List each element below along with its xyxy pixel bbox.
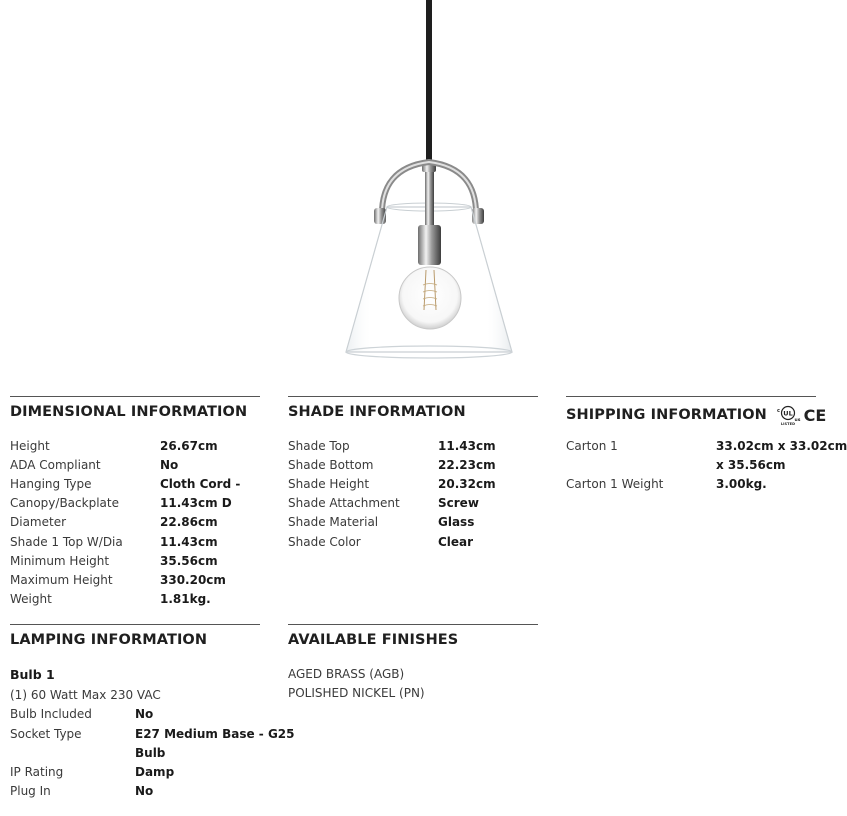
spec-label-shade-height: Shade Height (288, 477, 370, 491)
spec-label-plug-in: Plug In (10, 784, 51, 798)
section-divider (288, 624, 538, 625)
bulb-heading: Bulb 1 (10, 667, 55, 682)
spec-label-diameter: Diameter (10, 515, 67, 529)
spec-value-shade-top: 11.43cm (438, 439, 496, 453)
section-divider (288, 396, 538, 397)
spec-label-ip-rating: IP Rating (10, 765, 64, 779)
spec-value-socket-type-cont: Bulb (135, 746, 166, 760)
spec-value-shade-color: Clear (438, 535, 474, 549)
spec-label-height: Height (10, 439, 50, 453)
ul-us-text: us (794, 418, 801, 423)
bulb-description: (1) 60 Watt Max 230 VAC (10, 688, 161, 702)
spec-value-shade-material: Glass (438, 515, 475, 529)
section-title: LAMPING INFORMATION (10, 632, 208, 648)
spec-label-shade-bottom: Shade Bottom (288, 458, 374, 472)
spec-value-hanging-type: Cloth Cord - (160, 477, 241, 491)
spec-value-ip-rating: Damp (135, 765, 175, 779)
spec-label-minimum-height: Minimum Height (10, 554, 110, 568)
spec-value-shade-attachment: Screw (438, 496, 479, 510)
section-divider (10, 396, 260, 397)
certification-icons (775, 404, 827, 426)
spec-label-socket-type: Socket Type (10, 727, 82, 741)
ul-listed-text: LISTED (780, 422, 796, 426)
spec-value-shade-height: 20.32cm (438, 477, 496, 491)
ul-listed-icon (775, 404, 801, 426)
spec-label-shade-material: Shade Material (288, 515, 379, 529)
ul-c-text: c (776, 408, 780, 414)
section-divider (566, 396, 816, 397)
section-title: AVAILABLE FINISHES (288, 632, 459, 648)
spec-label-maximum-height: Maximum Height (10, 573, 113, 587)
shade-information-section (288, 396, 538, 420)
spec-value-plug-in: No (135, 784, 154, 798)
lamping-information-section (10, 624, 260, 648)
spec-value-carton-1-weight: 3.00kg. (716, 477, 767, 491)
spec-label-shade-top-width: Shade 1 Top W/Dia (10, 535, 123, 549)
spec-value-carton-1: 33.02cm x 33.02cm (716, 439, 847, 453)
ce-mark-icon (803, 406, 827, 424)
spec-label-hanging-type: Hanging Type (10, 477, 92, 491)
spec-value-weight: 1.81kg. (160, 592, 211, 606)
spec-label-carton-1-weight: Carton 1 Weight (566, 477, 664, 491)
spec-label-canopy-backplate: Canopy/Backplate (10, 496, 119, 510)
available-finishes-section (288, 624, 538, 648)
finish-item-aged-brass: AGED BRASS (AGB) (288, 667, 405, 681)
section-divider (10, 624, 260, 625)
ul-mark-text: UL (783, 409, 793, 418)
spec-value-bulb-included: No (135, 707, 154, 721)
section-title: SHIPPING INFORMATION (566, 407, 767, 423)
spec-value-shade-top-width: 11.43cm (160, 535, 218, 549)
shipping-information-section (566, 396, 827, 426)
spec-value-shade-bottom: 22.23cm (438, 458, 496, 472)
spec-value-canopy-backplate: 11.43cm D (160, 496, 232, 510)
spec-label-carton-1: Carton 1 (566, 439, 618, 453)
section-title: DIMENSIONAL INFORMATION (10, 404, 248, 420)
spec-label-shade-color: Shade Color (288, 535, 361, 549)
spec-value-socket-type: E27 Medium Base - G25 (135, 727, 295, 741)
spec-label-bulb-included: Bulb Included (10, 707, 92, 721)
section-title-row (566, 404, 827, 426)
spec-label-ada-compliant: ADA Compliant (10, 458, 101, 472)
spec-value-ada-compliant: No (160, 458, 179, 472)
spec-label-weight: Weight (10, 592, 52, 606)
spec-value-diameter: 22.86cm (160, 515, 218, 529)
spec-label-shade-top: Shade Top (288, 439, 350, 453)
spec-value-height: 26.67cm (160, 439, 218, 453)
pendant-light-image (330, 0, 530, 370)
spec-value-carton-1-cont: x 35.56cm (716, 458, 786, 472)
dimensional-information-section (10, 396, 260, 420)
spec-value-maximum-height: 330.20cm (160, 573, 226, 587)
spec-label-shade-attachment: Shade Attachment (288, 496, 400, 510)
section-title: SHADE INFORMATION (288, 404, 466, 420)
spec-value-minimum-height: 35.56cm (160, 554, 218, 568)
ce-mark-text: CE (803, 406, 827, 425)
finish-item-polished-nickel: POLISHED NICKEL (PN) (288, 686, 425, 700)
